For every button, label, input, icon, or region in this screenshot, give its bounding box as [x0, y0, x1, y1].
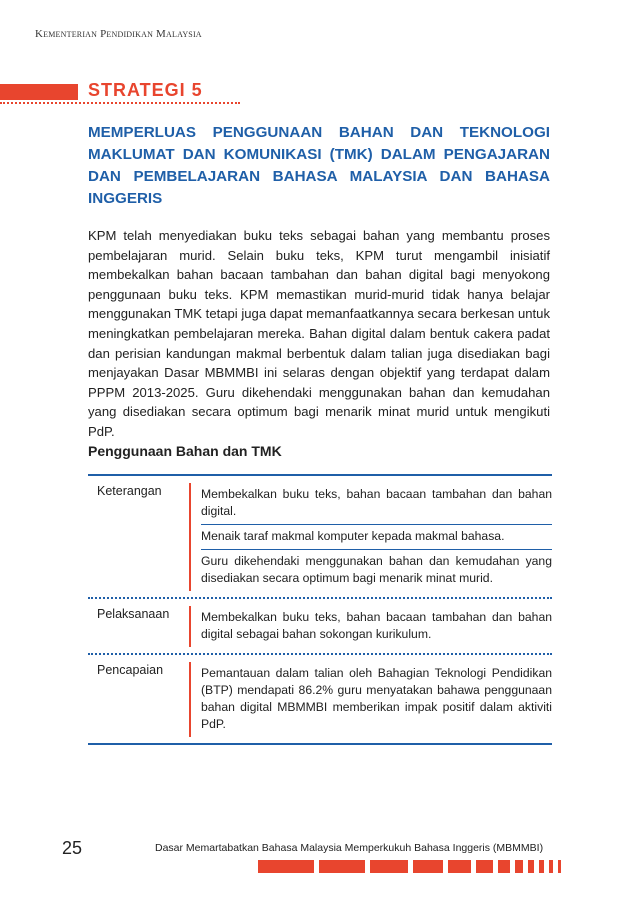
row-label: Keterangan: [97, 484, 162, 498]
table-row: [88, 597, 552, 653]
footer-bar: [528, 860, 534, 873]
table-row: [88, 476, 552, 597]
footer-bar: [539, 860, 544, 873]
footer-bar: [549, 860, 553, 873]
footer-bar: [498, 860, 510, 873]
table-item: Pemantauan dalam talian oleh Bahagian Teknologi Pendidikan (BTP) mendapati 86.2% guru menyatakan bahawa penggunaan bahan digital MBMMBI memberikan impak positif dalam aktiviti PdP.: [201, 666, 552, 731]
section-heading: Penggunaan Bahan dan TMK: [88, 443, 282, 459]
table-row: [88, 653, 552, 743]
row-divider-bar: [189, 662, 191, 737]
footer-bar: [258, 860, 314, 873]
table-item: Membekalkan buku teks, bahan bacaan tambahan dan bahan digital sebagai bahan sokongan kurikulum.: [201, 610, 552, 641]
footer-bar: [448, 860, 471, 873]
footer-bar: [558, 860, 561, 873]
footer-bar: [413, 860, 443, 873]
table-item: Membekalkan buku teks, bahan bacaan tambahan dan bahan digital.: [201, 487, 552, 518]
footer-bar: [476, 860, 493, 873]
strategy-accent-bar: [0, 84, 78, 100]
page-number: 25: [62, 838, 83, 858]
row-label: Pelaksanaan: [97, 607, 170, 621]
page-title: MEMPERLUAS PENGGUNAAN BAHAN DAN TEKNOLOGI MAKLUMAT DAN KOMUNIKASI (TMK) DALAM PENGAJARAN DAN PEMBELAJARAN BAHASA MALAYSIA DAN BAHASA INGGERIS: [88, 124, 550, 207]
footer-decorative-bars: [258, 860, 561, 873]
footer-bar: [515, 860, 523, 873]
strategy-dotted-rule: [0, 102, 240, 104]
row-label: Pencapaian: [97, 663, 164, 677]
intro-paragraph: KPM telah menyediakan buku teks sebagai bahan yang membantu proses pembelajaran murid. Selain buku teks, KPM turut mengambil inisiatif membekalkan bahan bacaan tambahan dan bahan digital bagi menyokong penggunaan buku teks. KPM memastikan murid-murid tidak hanya belajar menggunakan TMK tetapi juga dapat memanfaatkannya secara berkesan untuk meningkatkan pembelajaran mereka. Bahan digital dalam bentuk cakera padat dan perisian kandungan makmal berbentuk dalam talian juga disediakan bagi menjayakan Dasar MBMMBI ini selaras dengan objektif yang terdapat dalam PPPM 2013-2025. Guru dikehendaki menggunakan bahan dan kemudahan yang disediakan secara optimum bagi menarik minat murid untuk mengikuti PdP.: [88, 228, 550, 439]
table-item: Guru dikehendaki menggunakan bahan dan kemudahan yang disediakan secara optimum bagi menarik minat murid.: [201, 549, 552, 591]
footer-bar: [319, 860, 365, 873]
table-item: Menaik taraf makmal komputer kepada makmal bahasa.: [201, 524, 552, 549]
info-table: [88, 474, 552, 745]
row-divider-bar: [189, 606, 191, 647]
footer-document-title: Dasar Memartabatkan Bahasa Malaysia Memperkukuh Bahasa Inggeris (MBMMBI): [155, 842, 544, 854]
ministry-header: Kementerian Pendidikan Malaysia: [35, 28, 202, 40]
row-divider-bar: [189, 483, 191, 591]
strategy-label: STRATEGI 5: [88, 80, 203, 100]
footer-bar: [370, 860, 408, 873]
